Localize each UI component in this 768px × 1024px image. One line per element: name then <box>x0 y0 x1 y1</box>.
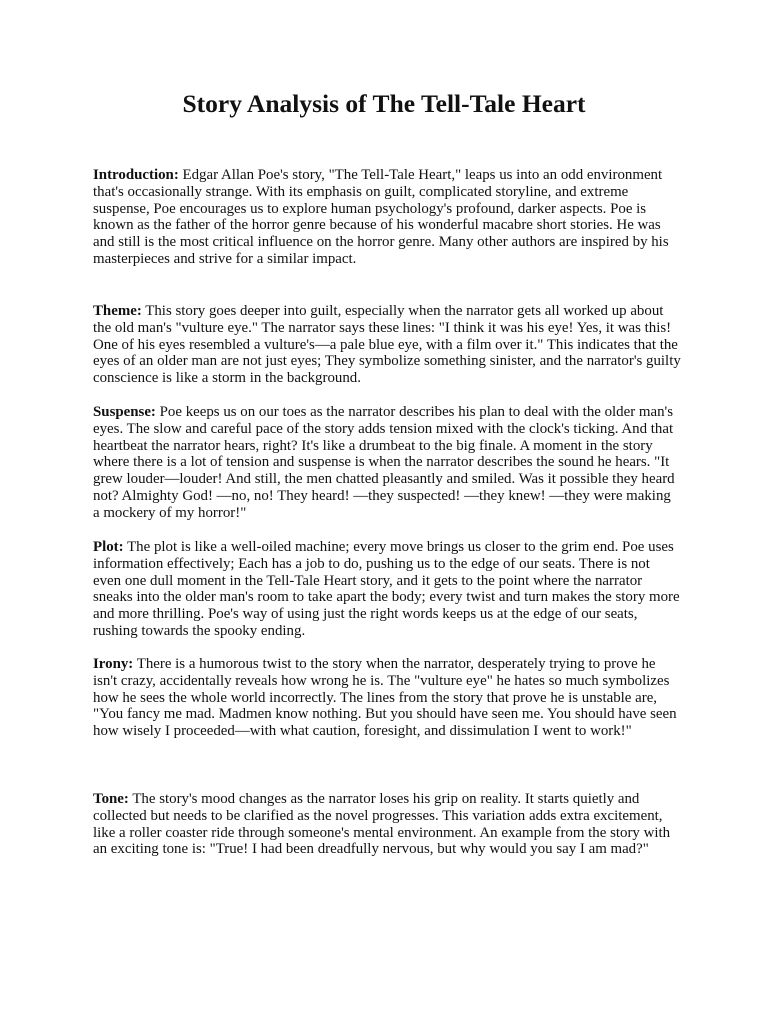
section-irony-text: There is a humorous twist to the story when the narrator, desperately trying to prove he isn't crazy, accidentally reveals how wrong he is. The "vulture eye" he hates so much symbolizes how he sees the whole world incorrectly. The lines from the story that prove he is unstable are, "You fancy me mad. Madmen know nothing. But you should have seen me. You should have seen how wisely I proceeded—with what caution, foresight, and dissimulation I went to work!" <box>93 656 677 740</box>
section-plot-label: Plot: <box>93 539 124 555</box>
section-suspense <box>93 404 681 522</box>
section-tone <box>93 791 681 858</box>
section-tone-label: Tone: <box>93 791 129 807</box>
section-theme-text: This story goes deeper into guilt, especially when the narrator gets all worked up about the old man's "vulture eye." The narrator says these lines: "I think it was his eye! Yes, it was this! One of his eyes resembled a vulture's—a pale blue eye, with a film over it." This indicates that the eyes of an older man are not just eyes; They symbolize something sinister, and the narrator's guilty conscience is like a storm in the background. <box>93 303 681 387</box>
section-theme-label: Theme: <box>93 303 142 319</box>
section-suspense-text: Poe keeps us on our toes as the narrator describes his plan to deal with the older man's eyes. The slow and careful pace of the story adds tension mixed with the clock's ticking. And that heartbeat the narrator hears, right? It's like a drumbeat to the big finale. A moment in the story where there is a lot of tension and suspense is when the narrator describes the sound he hears. "It grew louder—louder! And still, the men chatted pleasantly and smiled. Was it possible they heard not? Almighty God! —no, no! They heard! —they suspected! —they knew! —they were making a mockery of my horror!" <box>93 404 675 521</box>
section-irony-label: Irony: <box>93 656 134 672</box>
section-irony <box>93 656 681 740</box>
section-introduction-text: Edgar Allan Poe's story, "The Tell-Tale Heart," leaps us into an odd environment that's occasionally strange. With its emphasis on guilt, complicated storyline, and extreme suspense, Poe encourages us to explore human psychology's profound, darker aspects. Poe is known as the father of the horror genre because of his wonderful macabre short stories. He was and still is the most critical influence on the horror genre. Many other authors are inspired by his masterpieces and strive for a similar impact. <box>93 167 669 267</box>
section-introduction-label: Introduction: <box>93 167 179 183</box>
section-suspense-label: Suspense: <box>93 404 156 420</box>
section-introduction <box>93 167 681 268</box>
section-plot <box>93 539 681 640</box>
document-title: Story Analysis of The Tell-Tale Heart <box>182 89 586 118</box>
section-plot-text: The plot is like a well-oiled machine; every move brings us closer to the grim end. Poe uses information effectively; Each has a job to do, pushing us to the edge of our seats. There is not even one dull moment in the Tell-Tale Heart story, and it gets to the point where the narrator sneaks into the older man's room to take apart the body; every twist and turn makes the story more and more thrilling. Poe's way of using just the right words keeps us at the edge of our seats, rushing towards the spooky ending. <box>93 539 680 639</box>
section-theme <box>93 303 681 387</box>
section-tone-text: The story's mood changes as the narrator loses his grip on reality. It starts quietly and collected but needs to be clarified as the novel progresses. This variation adds extra excitement, like a roller coaster ride through someone's mental environment. An example from the story with an exciting tone is: "True! I had been dreadfully nervous, but why would you say I am mad?" <box>93 791 671 858</box>
